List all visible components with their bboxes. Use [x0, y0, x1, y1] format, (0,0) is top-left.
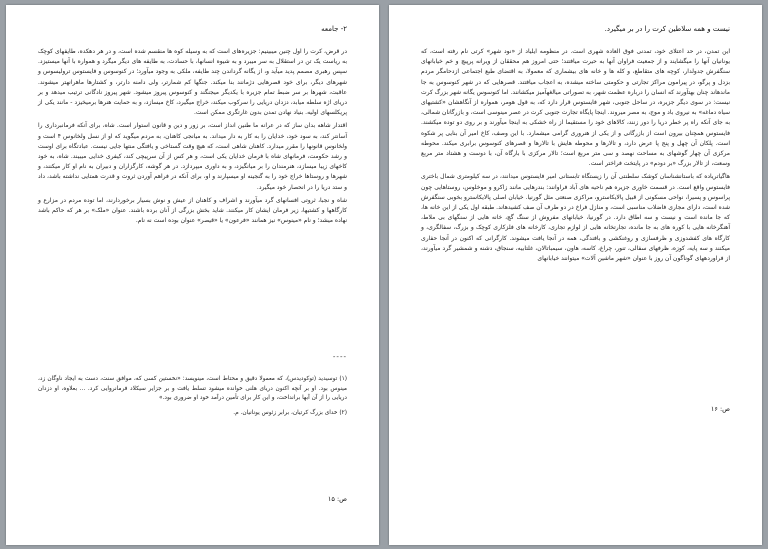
page-number: ص: ۱۶: [710, 405, 730, 413]
page-left: [6, 5, 379, 545]
footnote: (۱) توسیدید (توکودیدس)، که معمولا دقیق و محتاط است، مینویسد: «نخستین کسی که، موافق سنت، دست به ایجاد ناوگان زد، مینوس بود. او بر آنچه اکنون دریای هلنی خوانده میشود تسلط یافت و بر جزایر سیکلاد فرمانروایی کرد. ... بعلاوه، او دزدان دریایی را از آن آبها برانداخت، و این کار برای تأمین درآمد خود او ضروری بود.»: [38, 376, 347, 402]
paragraph: اقتدار شاهه بدان ساز که در عرانه ما طنین انداز است، بر زور و دین و قانون استوار است. شاه، برای آنکه فرمانبرداری را آسانتر کند، به سود خود، خدایان را به کار به دار میداند. به میانجی کاهنان، به مردم میگوید که او از نسل ولخانوس ۴ است و ولخانوس قانونها را مقرر میدارد. کاهنان شاهی است، که هیچ وقت گستاخی و یافتگی منتها جایی نیست. عبادتگاه برای اوست و رشد حکومت، فرمانهای شاه با فرمان خدایان یکی است، و هر کس از آن سرپیچی کند، کیفری خدایی میبیند. شاه، به خود کاخهای زیبا میسازد، هنرمندان را بر میانگیزد، و به داوری میپردازد. در هر گوشه، کارگزاران و دبیران به نام او کار میکنند، و شهرها و روستاها خراج خود را به گنجینه او میسپارند و او، برای آنکه در فراهم آوردن ثروت و قدرت همتایی نداشته باشد، داد و ستد دریا را در انحصار خود میگیرد.: [38, 122, 347, 191]
footnotes: [38, 375, 347, 495]
page-number: ص: ۱۵: [327, 495, 347, 503]
continuation-line: نیست و همه سلاطین کرت را در بر میگیرد.: [604, 25, 730, 33]
paragraph: شاه و نجبا، ثروتی افسانهای گرد میآورند و اشراف و کاهنان از عیش و نوش بسیار برخوردارند، اما توده مردم در مزارع و کارگاهها و کشتیها، زیر فرمان ایشان کار میکنند. شاید بخش بزرگی از آنان برده باشند. عنوان «ملک» بر هر که حاکم باشد نهاده میشد؛ و نام «مینوس» نیز همانند «فرعون» یا «قیصر» عنوان بوده است نه نام.: [38, 196, 347, 225]
section-heading: ۲- جامعه: [321, 25, 347, 33]
paragraph: هاگیاتریاده که باستانشناسان کوشک سلطنتی آن را زیستگاه تابستانی امیر فایستوس میدانند، در سه کیلومتری شمال باختری فایستوس واقع است. در قسمت خاوری جزیره هم ناحیه های آباد فراوانند: بندرهایی مانند زاکرو و موخلوس، روستاهایی چون پراسوس و پسیرا، نواحی مسکونی از قبیل پالایکاسترو، مراکزی صنعتی مثل گورنیا. خیابان اصلی پالایکاسترو بخوبی سنگفرش شده است، دارای مجاری فاضلاب مناسبی است، و منازل فراخ در دو طرف آن صف کشیدهاند. طبقه اول یکی از این خانه ها، که جا مانده است و نیست و سه اطاق دارد. در گورنیا، خیابانهای مفروش از سنگ گچ، خانه هایی از سنگهای بی ملاط، آهنگرخانه هایی با کوره های به جا مانده، تجارتخانه هایی از لوازم تجاری، کارخانه های فلزکاری کوچک و بزرگ، سفالگری، و کارگاه های کفشدوزی و ظرفسازی و روغنکشی و بافندگی، همه در آنجا یافت میشوند. کارگرانی که اکنون در آنجا حفاری میکنند و سه پایه، کوزه، ظرفهای سفالی، تنور، چراغ، کاسه، هاون، سیمباتالان، غلتابیه، سنجاق، دشنه و شمشیر گرد میآورند، از فراوردههای گوناگون آن روز با عنوان «شهر ماشین آلات» میتوانند خیابانهای: [421, 173, 730, 263]
footnote: (۲) خدای بزرگ کرتیان، برابر زئوس یونانیان. م.: [233, 409, 347, 416]
paragraph: در قرض، کرت را اول چنین میبینیم: جزیره‌های است که به وسیله کوه ها منقسم شده است، و در هر دهکده، طایفهای کوچک به ریاست یک تن در استقلال به سر میبرد و به شیوه انسانها، با حسادت، به طایفه های دیگر میگرد و همواره با آنها میستیزد. سپس رهبری مصمم پدید میآید و، از یگانه گرداندن چند طایفه، ملکی به وجود میآورد؛ در کنوسوس و فایستوس ترولیسوس و شهرهای دیگر، برای خود قصرهایی دژمانند بنا میکند. جنگها کم شمارتر، ولی دامنه دارتر، و کشتارها ماهرانهتر میشوند. عاقبت، شهرها بر سر ضبط تمام جزیره با یکدیگر میجنگند و کنوسوس پیروز میشود. شهر پیروز نادگانی ترتیب میدهد و بر دریای اژه سلطه میابد، دزدان دریایی را سرکوب میکند، خراج میگیرد، کاخ میسازد، و به حمایت هنرها برمیخیزد - مانند یکی از پریکلسهای اولیه. بنیاد نهادن تمدن بدون غارتگری ممکن است.: [38, 48, 347, 117]
body-text: [38, 47, 347, 303]
paragraph: این تمدن، در حد اعتلای خود، تمدنی فوق العاده شهری است. در منظومه ایلیاد از «نود شهر» کرتی نام رفته است، که یونانیان آنها را میگشایند و از جمعیت فراوان آنها به حیرت میافتند؛ حتی امروز هم محققان از ویرانه پرپیچ و خم خیابانهای سنگفرش جدولدار، کوچه های متقاطع، و کله ها و خانه های بیشماری که معمولا، به اقتضای طبع اجتماعی ازدحامگر مردم بزدل و پرگو، در پیرامون مراکز تجارتی و حکومتی ساخته میشده، به اعجاب میافتند. قصرهایی که در شهر کنوسوس به جا ماندهاند چنان بهتآورند که انسان را درباره عظمت شهر، به تصوراتی میالغهآمیز میکشانند. اما کنوسوس یگانه شهر بزرگ کرت نیست: در سوی دیگر جزیره، در ساحل جنوبی، شهر فایستوس قرار دارد که، به قول هومر، همواره از آنگاهشان «کشتیهای سیاه دماغه» به نیروی باد و موج، به مصر میروند. اینجا پایگاه تجارت جنوبی کرت در عصر مینوسی است، و بازرگانان شمالی، به جای آنکه راه پر خطر دریا را دور زنند، کالاهای خود را مستقیما از راه خشکی به اینجا میآورند و بر روی دو توده میکشند. فایستوس همچنان بیرون است از بازرگانی و از یکی از هنروری گرامی میشمارد. با این وصف، کاخ امیر آن بنایی پر شکوه است. پلکان آن چهل و پنج پا عرض دارد، و تالارها و محوطه هایش با تالارها و قصرهای کنوسوس برابری میکند. محوطه مرکزی آن چهار گوشهای به مساحت نهصد و سی متر مربع است؛ تالار مرکزی با بارگاه آن، با دوست و هشتاد متر مربع وسعت، از تالار بزرگ «بر دودم» در پایتخت فراختر است.: [421, 48, 730, 168]
page-right: [389, 5, 762, 545]
body-text: [421, 47, 730, 395]
footnote-separator: ----: [332, 353, 347, 361]
